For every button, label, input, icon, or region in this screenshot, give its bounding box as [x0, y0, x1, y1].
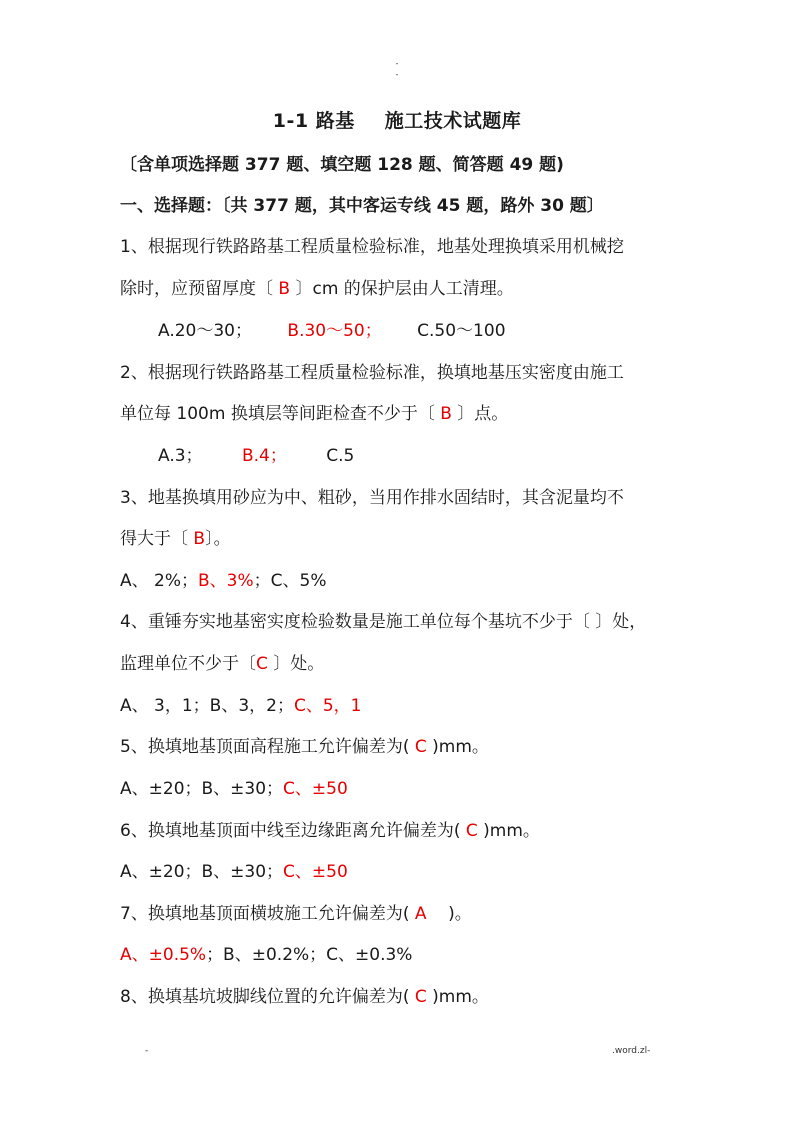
q4-line2-pre: 监理单位不少于〔 [120, 654, 256, 674]
title-part-2: 施工技术试题库 [384, 110, 522, 132]
q4-answer: C [256, 654, 268, 674]
q2-option-a: A.3； [158, 446, 203, 466]
q1-line1: 1、根据现行铁路路基工程质量检验标准，地基处理换填采用机械挖 [120, 237, 624, 257]
q2-answer: B [440, 404, 452, 424]
header-marks [0, 58, 794, 80]
footer-right: .word.zl- [612, 1046, 651, 1056]
q3-options [120, 566, 327, 591]
q5-post: )mm。 [426, 737, 489, 757]
q4-options [120, 691, 361, 716]
footer-left: - [145, 1046, 149, 1056]
q2-option-c: C.5 [326, 446, 355, 466]
q6-post: )mm。 [477, 821, 540, 841]
q2-line2-post: 〕点。 [451, 404, 509, 424]
q2-options [158, 441, 354, 466]
q2-line2 [120, 399, 508, 424]
q1-line2 [120, 274, 514, 299]
q3-option-a: A、 2%； [120, 571, 199, 591]
q4-option-ab: A、 3，1；B、3，2； [120, 696, 294, 716]
q8-pre: 8、换填基坑坡脚线位置的允许偏差为( [120, 987, 415, 1007]
q8-post: )mm。 [426, 987, 489, 1007]
q7-answer: A [414, 904, 427, 924]
q5-option-c: C、±50 [283, 779, 348, 799]
q4-option-c: C、5，1 [293, 696, 362, 716]
q7-option-a: A、±0.5% [120, 945, 207, 965]
q6-stem [120, 816, 540, 841]
q5-answer: C [414, 737, 427, 757]
q1-options [158, 316, 506, 341]
q1-option-c: C.50～100 [417, 321, 506, 341]
q4-line1: 4、重锤夯实地基密实度检验数量是施工单位每个基坑不少于〔 〕处， [120, 612, 647, 632]
q1-option-a: A.20～30； [158, 321, 252, 341]
q2-line1: 2、根据现行铁路路基工程质量检验标准，换填地基压实密度由施工 [120, 363, 624, 383]
q8-stem [120, 982, 489, 1007]
q6-options [120, 857, 348, 882]
q4-line2 [120, 649, 324, 674]
q1-option-b: B.30～50； [287, 321, 382, 341]
header-mark-2: - [395, 70, 399, 79]
q6-answer: C [465, 821, 478, 841]
page-title [0, 106, 794, 133]
q3-line2-post: 〕。 [205, 529, 231, 549]
q6-pre: 6、换填地基顶面中线至边缘距离允许偏差为( [120, 821, 466, 841]
section-heading: 一、选择题：〔共 377 题，其中客运专线 45 题，路外 30 题〕 [120, 196, 604, 216]
q7-options [120, 940, 412, 965]
q7-post: )。 [426, 904, 472, 924]
q5-options [120, 774, 348, 799]
title-part-1: 1-1 路基 [272, 110, 355, 132]
q4-line2-post: 〕处。 [267, 654, 325, 674]
q6-option-ab: A、±20；B、±30； [120, 862, 284, 882]
q3-line2-pre: 得大于〔 [120, 529, 194, 549]
q5-stem [120, 732, 489, 757]
q1-line2-pre: 除时，应预留厚度〔 [120, 279, 279, 299]
q7-stem [120, 899, 472, 924]
q1-line2-post: 〕cm 的保护层由人工清理。 [290, 279, 514, 299]
q3-option-b: B、3% [198, 571, 254, 591]
q7-option-bc: ；B、±0.2%；C、±0.3% [206, 945, 413, 965]
q5-option-ab: A、±20；B、±30； [120, 779, 284, 799]
q1-answer: B [278, 279, 291, 299]
q3-answer: B [193, 529, 206, 549]
q3-line2 [120, 524, 231, 549]
header-mark-1: - [395, 59, 399, 68]
q7-pre: 7、换填地基顶面横坡施工允许偏差为( [120, 904, 415, 924]
q2-line2-pre: 单位每 100m 换填层等间距检查不少于〔 [120, 404, 441, 424]
subtitle: 〔含单项选择题 377 题、填空题 128 题、简答题 49 题) [120, 155, 564, 175]
q3-line1: 3、地基换填用砂应为中、粗砂，当用作排水固结时，其含泥量均不 [120, 488, 624, 508]
q8-answer: C [414, 987, 427, 1007]
q5-pre: 5、换填地基顶面高程施工允许偏差为( [120, 737, 415, 757]
q3-option-c: ；C、5% [253, 571, 327, 591]
q6-option-c: C、±50 [283, 862, 348, 882]
q2-option-b: B.4； [241, 446, 287, 466]
